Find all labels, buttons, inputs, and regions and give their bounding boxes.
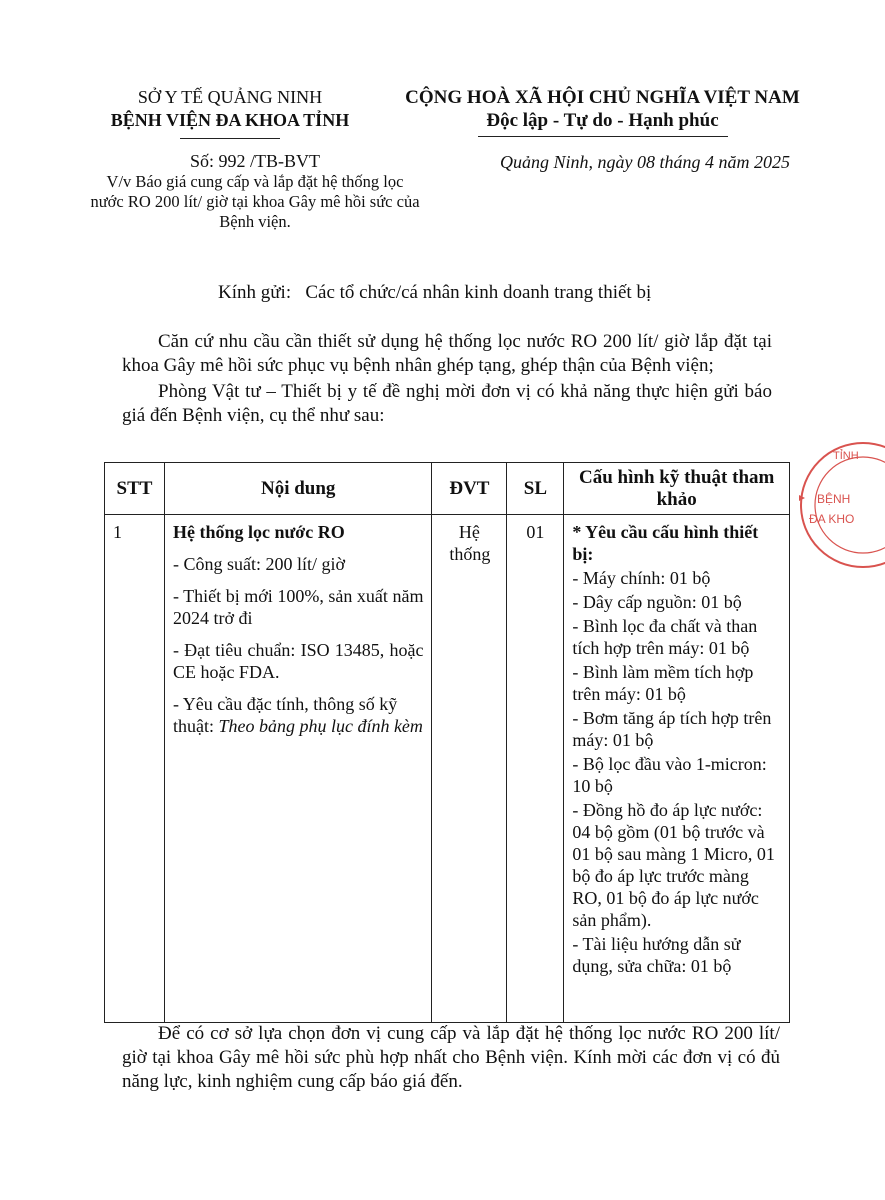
header-stt: STT bbox=[105, 463, 165, 515]
body-paragraph-2: Phòng Vật tư – Thiết bị y tế đề nghị mời đơn vị có khả năng thực hiện gửi báo giá đến Bệnh viện, cụ thể như sau: bbox=[122, 381, 772, 426]
cell-qty: 01 bbox=[507, 515, 564, 1023]
document-date: Quảng Ninh, ngày 08 tháng 4 năm 2025 bbox=[500, 152, 790, 172]
seal-stamp bbox=[785, 435, 885, 575]
config-title: * Yêu cầu cấu hình thiết bị: bbox=[572, 522, 759, 564]
item-line: - Công suất: 200 lít/ giờ bbox=[172, 554, 345, 574]
config-item: - Bộ lọc đầu vào 1-micron: 10 bộ bbox=[572, 754, 767, 796]
header-unit: ĐVT bbox=[432, 463, 507, 515]
nation-title: CỘNG HOÀ XÃ HỘI CHỦ NGHĨA VIỆT NAM bbox=[405, 87, 800, 108]
stamp-text-top: TỈNH bbox=[833, 450, 859, 462]
config-item: - Tài liệu hướng dẫn sử dụng, sửa chữa: 01 bộ bbox=[572, 934, 741, 976]
item-spec-prefix: - Yêu cầu đặc tính, thông số kỹ thuật: bbox=[172, 694, 398, 736]
config-item: - Bình lọc đa chất và than tích hợp trên máy: 01 bộ bbox=[572, 616, 758, 658]
nation-motto: Độc lập - Tự do - Hạnh phúc bbox=[486, 110, 719, 131]
document-number: Số: 992 /TB-BVT bbox=[189, 151, 320, 171]
item-spec bbox=[173, 693, 424, 737]
stamp-text-mid2: ĐA KHO bbox=[809, 512, 855, 526]
config-item: - Dây cấp nguồn: 01 bộ bbox=[572, 592, 742, 612]
header-qty: SL bbox=[507, 463, 564, 515]
issuer-parent-org: SỞ Y TẾ QUẢNG NINH bbox=[137, 87, 323, 107]
table-header-row bbox=[105, 463, 790, 515]
table-row bbox=[105, 515, 790, 1023]
motto-underline bbox=[478, 136, 728, 137]
config-item: - Đồng hồ đo áp lực nước: 04 bộ gồm (01 bộ trước và 01 bộ sau màng 1 Micro, 01 bộ đo áp lực trước màng RO, 01 bộ đo áp lực nước sản phẩm). bbox=[572, 800, 775, 930]
stamp-text-mid1: BỆNH bbox=[817, 492, 851, 506]
document-subject: V/v Báo giá cung cấp và lắp đặt hệ thống lọc nước RO 200 lít/ giờ tại khoa Gây mê hồi sức của Bệnh viện. bbox=[90, 172, 420, 231]
header-config: Cấu hình kỹ thuật tham khảo bbox=[564, 463, 790, 515]
national-motto-block bbox=[395, 86, 810, 137]
unit-text: Hệ thống bbox=[449, 522, 491, 564]
item-line: - Thiết bị mới 100%, sản xuất năm 2024 trở đi bbox=[172, 586, 424, 628]
recipient-text: Các tổ chức/cá nhân kinh doanh trang thiết bị bbox=[305, 282, 652, 303]
recipient-line bbox=[218, 282, 718, 304]
issuer-org: BỆNH VIỆN ĐA KHOA TỈNH bbox=[110, 110, 350, 130]
config-item: - Máy chính: 01 bộ bbox=[572, 568, 711, 588]
cell-config bbox=[564, 515, 790, 1023]
item-spec-italic: Theo bảng phụ lục đính kèm bbox=[218, 716, 423, 736]
requirements-table bbox=[104, 462, 790, 1023]
cell-content bbox=[164, 515, 432, 1023]
item-title: Hệ thống lọc nước RO bbox=[172, 522, 345, 542]
item-line: - Đạt tiêu chuẩn: ISO 13485, hoặc CE hoặc FDA. bbox=[172, 640, 424, 682]
cell-stt: 1 bbox=[105, 515, 165, 1023]
config-item: - Bơm tăng áp tích hợp trên máy: 01 bộ bbox=[572, 708, 772, 750]
issuer-block bbox=[90, 86, 370, 139]
cell-unit bbox=[432, 515, 507, 1023]
issuer-underline bbox=[180, 138, 280, 139]
body-paragraph-1: Căn cứ nhu cầu cần thiết sử dụng hệ thống lọc nước RO 200 lít/ giờ lắp đặt tại khoa Gây mê hồi sức phục vụ bệnh nhân ghép tạng, ghép thận của Bệnh viện; bbox=[122, 331, 772, 376]
body-paragraph-3: Để có cơ sở lựa chọn đơn vị cung cấp và lắp đặt hệ thống lọc nước RO 200 lít/ giờ tại khoa Gây mê hồi sức phù hợp nhất cho Bệnh viện. Kính mời các đơn vị có đủ năng lực, kinh nghiệm cung cấp báo giá đến. bbox=[122, 1023, 780, 1092]
header-content: Nội dung bbox=[164, 463, 432, 515]
config-item: - Bình làm mềm tích hợp trên máy: 01 bộ bbox=[572, 662, 754, 704]
recipient-label: Kính gửi: bbox=[218, 282, 292, 303]
